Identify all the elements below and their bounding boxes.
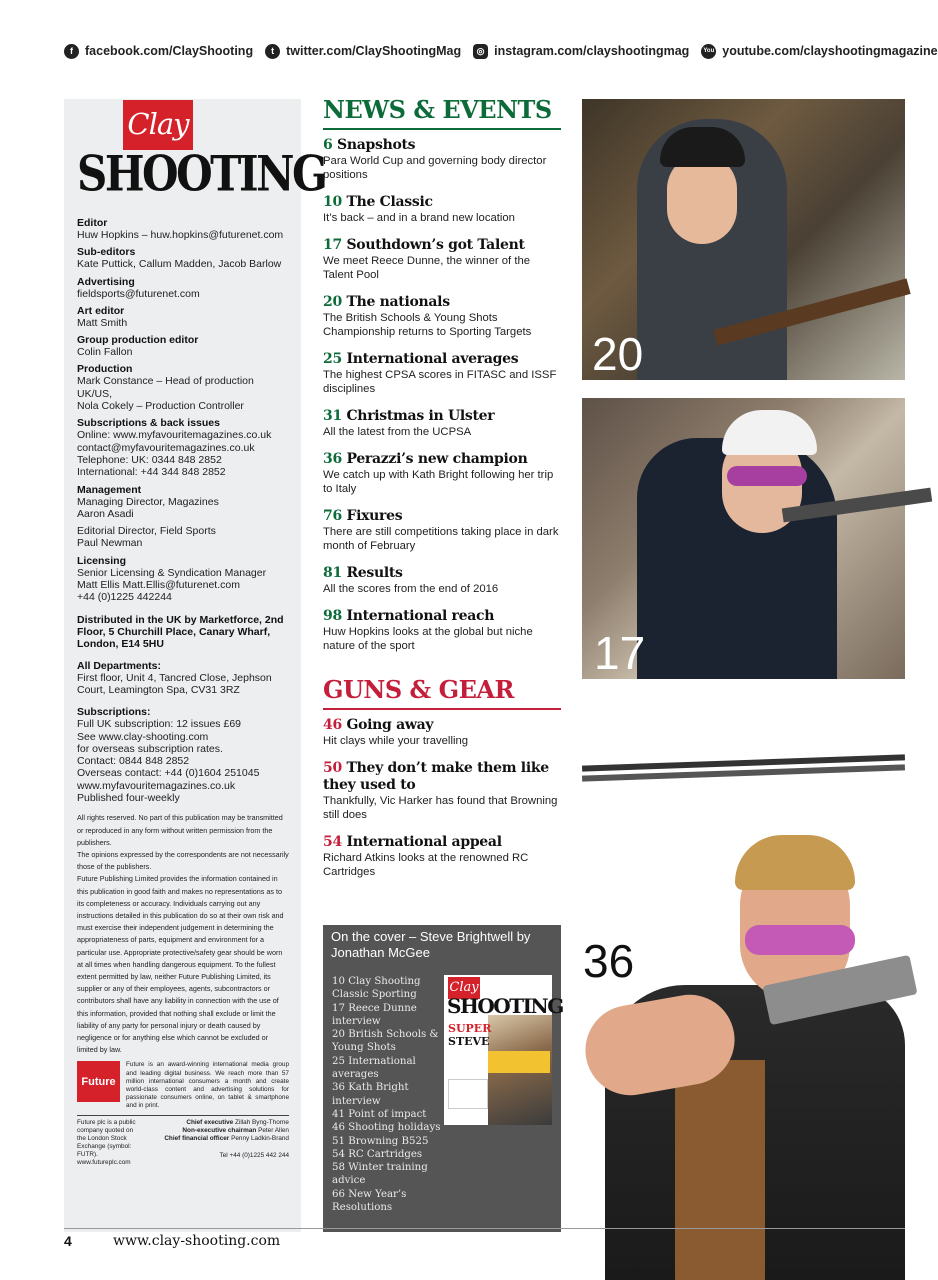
contents-item-title: [323, 608, 561, 625]
contents-title-text: Snapshots: [337, 137, 416, 153]
credit-text: Telephone: UK: 0344 848 2852: [77, 453, 222, 466]
cover-line: 66 New Year’s Resolutions: [332, 1188, 407, 1214]
contents-item[interactable]: [323, 608, 561, 653]
credit-text: Online: www.myfavouritemagazines.co.uk: [77, 429, 272, 442]
contents-title-text: Fixures: [346, 508, 403, 524]
contents-item[interactable]: [323, 237, 561, 282]
photo-vest: [675, 1060, 765, 1280]
cover-headline-steve: STEVE: [448, 1035, 490, 1048]
contents-item-title: [323, 408, 561, 425]
page-number: 4: [64, 1233, 72, 1249]
facebook-icon: f: [64, 44, 79, 59]
executives: Chief executive Zillah Byng-Thorne Non-executive chairman Peter Allen Chief financial officer Penny Ladkin-Brand Tel +44 (0)1225 442 244: [164, 1118, 289, 1159]
news-list: [323, 137, 561, 653]
contents-title-text: They don’t make them like they used to: [323, 760, 549, 793]
credit-heading: Production: [77, 363, 133, 376]
photo-cap: [722, 410, 817, 455]
contents-item-description: It’s back – and in a brand new location: [323, 212, 515, 224]
contents-title-text: Southdown’s got Talent: [346, 237, 525, 253]
cover-logo-shooting: SHOOTING: [447, 994, 563, 1018]
credit-block: [77, 217, 289, 241]
credit-block: [77, 525, 289, 550]
credit-text: Managing Director, Magazines: [77, 495, 219, 508]
contents-item-title: [323, 760, 561, 794]
legal-paragraph: All rights reserved. No part of this publication may be transmitted or reproduced in any form without written permission from the publishers.: [77, 813, 283, 847]
photo-page-number: 17: [594, 627, 646, 679]
credit-text: Contact: 0844 848 2852: [77, 755, 190, 768]
credit-block: [77, 555, 289, 604]
credit-heading: Subscriptions:: [77, 706, 151, 719]
contents-item[interactable]: [323, 834, 561, 879]
youtube-link[interactable]: youtube.com/clayshootingmagazine: [722, 44, 938, 58]
credit-block: [77, 417, 289, 478]
contents-title-text: The nationals: [346, 294, 450, 310]
credit-block: [77, 660, 289, 697]
contents-item[interactable]: [323, 294, 561, 339]
contents-item-title: [323, 294, 561, 311]
credit-heading: Subscriptions & back issues: [77, 417, 220, 430]
contents-item[interactable]: [323, 408, 561, 439]
twitter-link[interactable]: twitter.com/ClayShootingMag: [286, 44, 462, 58]
contents-item-title: [323, 834, 561, 851]
contents-item-title: [323, 137, 561, 154]
photo-hair: [735, 835, 855, 890]
credit-text: fieldsports@futurenet.com: [77, 287, 200, 300]
contents-item-title: [323, 237, 561, 254]
credit-block: [77, 276, 289, 300]
cover-line: 20 British Schools & Young Shots: [332, 1029, 439, 1054]
cover-tag: [488, 1051, 550, 1073]
cover-info-box: [323, 925, 561, 1232]
contents-page-number: 98: [323, 608, 342, 624]
credit-text: First floor, Unit 4, Tancred Close, Jephson Court, Leamington Spa, CV31 3RZ: [77, 671, 272, 696]
credit-heading: Advertising: [77, 275, 135, 288]
photo-young-shooter: [582, 99, 905, 380]
credit-heading: Art editor: [77, 304, 125, 317]
credit-text: Matt Ellis Matt.Ellis@futurenet.com: [77, 579, 240, 592]
contents-item[interactable]: [323, 137, 561, 182]
credit-heading: Group production editor: [77, 334, 199, 347]
contents-item-description: All the scores from the end of 2016: [323, 583, 499, 595]
credit-text: Paul Newman: [77, 537, 143, 550]
cover-line: 41 Point of impact: [332, 1108, 427, 1120]
contents-item[interactable]: [323, 351, 561, 396]
contents-page-number: 25: [323, 351, 342, 367]
credit-heading: Management: [77, 483, 142, 496]
contents-item-description: Huw Hopkins looks at the global but niche nature of the sport: [323, 626, 533, 652]
credit-text: +44 (0)1225 442244: [77, 591, 172, 604]
instagram-link[interactable]: instagram.com/clayshootingmag: [494, 44, 690, 58]
contents-page-number: 36: [323, 451, 342, 467]
credit-heading: Licensing: [77, 554, 127, 567]
cover-title: On the cover – Steve Brightwell by Jonathan McGee: [331, 929, 531, 960]
contents-page-number: 31: [323, 408, 342, 424]
logo-clay: Clay: [123, 100, 193, 150]
contents-item-title: [323, 717, 561, 734]
contents-item[interactable]: [323, 717, 561, 748]
photo-glasses: [727, 466, 807, 486]
contents-item-description: We catch up with Kath Bright following her trip to Italy: [323, 469, 554, 495]
cover-line: 51 Browning B525: [332, 1135, 429, 1147]
contents-page-number: 50: [323, 760, 342, 776]
divider: [77, 1115, 289, 1116]
contents-item-title: [323, 351, 561, 368]
logo-shooting: SHOOTING: [77, 145, 326, 202]
credit-text: See www.clay-shooting.com: [77, 730, 209, 743]
photo-talent-shooter: [582, 398, 905, 679]
contents-page-number: 81: [323, 565, 342, 581]
credit-block: [77, 334, 289, 358]
guns-list: [323, 717, 561, 879]
credit-text: for overseas subscription rates.: [77, 742, 223, 755]
credit-block: [77, 246, 289, 270]
contents-title-text: Perazzi’s new champion: [346, 451, 528, 467]
credit-text: Overseas contact: +44 (0)1604 251045: [77, 767, 260, 780]
photo-page-number: 36: [583, 935, 635, 987]
credit-text: Matt Smith: [77, 316, 128, 329]
footer-url[interactable]: www.clay-shooting.com: [113, 1233, 281, 1249]
credit-heading: All Departments:: [77, 659, 162, 672]
credit-heading: Sub-editors: [77, 246, 136, 259]
contents-item-description: All the latest from the UCPSA: [323, 426, 472, 438]
contents-page-number: 54: [323, 834, 342, 850]
cover-line: 54 RC Cartridges: [332, 1148, 423, 1160]
company-info: [77, 1119, 289, 1167]
contents-page-number: 20: [323, 294, 342, 310]
contents-page-number: 76: [323, 508, 342, 524]
contents-title-text: Going away: [346, 717, 434, 733]
contents-item[interactable]: [323, 194, 561, 225]
credit-block: [77, 706, 289, 804]
credit-text: Senior Licensing & Syndication Manager: [77, 566, 267, 579]
youtube-icon: You: [701, 44, 716, 59]
photo-page-number: 20: [592, 328, 644, 380]
contents-item-description: Hit clays while your travelling: [323, 735, 469, 747]
contents-item[interactable]: [323, 508, 561, 553]
future-description: Future is an award-winning international media group and leading digital business. We reach more than 57 million international consumers a month and create world-class content and advertising solutions for passionate consumers online, on tablet & smartphone and in print.: [126, 1061, 289, 1110]
gun-barrel-image: [582, 750, 905, 790]
contents-page-number: 10: [323, 194, 342, 210]
contents-page-number: 46: [323, 717, 342, 733]
contents-item-description: We meet Reece Dunne, the winner of the Talent Pool: [323, 255, 531, 281]
credit-heading: Distributed in the UK by Marketforce, 2nd Floor, 5 Churchill Place, Canary Wharf, London, E14 5HU: [77, 613, 284, 650]
instagram-icon: ◎: [473, 44, 488, 59]
credit-text: Mark Constance – Head of production UK/US,: [77, 375, 254, 400]
contents-item[interactable]: [323, 565, 561, 596]
credit-text: Huw Hopkins – huw.hopkins@futurenet.com: [77, 229, 284, 241]
legal-notice: [77, 812, 289, 1056]
contents-item[interactable]: [323, 451, 561, 496]
cover-line: 36 Kath Bright interview: [332, 1082, 409, 1107]
credit-heading: Editor: [77, 217, 108, 229]
news-section-title: NEWS & EVENTS: [323, 95, 561, 130]
contents-item-title: [323, 194, 561, 211]
guns-section-title: GUNS & GEAR: [323, 675, 561, 710]
plc-info: Future plc is a public company quoted on the London Stock Exchange (symbol: FUTR). www.futureplc.com: [77, 1118, 136, 1166]
contents-item-description: Para World Cup and governing body director positions: [323, 155, 547, 181]
cover-line: 25 International averages: [332, 1055, 416, 1081]
contents-column: [323, 95, 561, 891]
twitter-icon: t: [265, 44, 280, 59]
contents-title-text: International appeal: [346, 834, 502, 850]
contents-title-text: Christmas in Ulster: [346, 408, 495, 424]
contents-item-title: [323, 508, 561, 525]
cover-logo-clay: Clay: [448, 977, 480, 999]
credit-text: contact@myfavouritemagazines.co.uk: [77, 441, 255, 454]
contents-title-text: International averages: [346, 351, 519, 367]
cover-headline-super: SUPER: [448, 1022, 492, 1035]
credit-text: Colin Fallon: [77, 346, 133, 359]
future-block: [77, 1061, 289, 1110]
photo-face: [667, 154, 737, 244]
contents-page-number: 17: [323, 237, 342, 253]
credit-text: Aaron Asadi: [77, 507, 134, 520]
cover-line: 58 Winter training advice: [332, 1162, 428, 1187]
legal-paragraph: The opinions expressed by the correspondents are not necessarily those of the publishers.: [77, 849, 289, 872]
credits-panel: [64, 99, 326, 1232]
contents-title-text: The Classic: [346, 194, 433, 210]
contents-item-description: Thankfully, Vic Harker has found that Browning still does: [323, 795, 558, 821]
contents-item-title: [323, 451, 561, 468]
credit-block: [77, 614, 289, 650]
magazine-logo: [77, 99, 326, 217]
cover-lines: [332, 975, 452, 1214]
cover-line: 17 Reece Dunne interview: [332, 1002, 417, 1027]
cover-line: 46 Shooting holidays: [332, 1122, 441, 1134]
credit-text: www.myfavouritemagazines.co.uk: [77, 779, 236, 792]
photo-glasses: [745, 925, 855, 955]
footer-rule: [64, 1228, 905, 1229]
credit-block: [77, 305, 289, 329]
credits-list: [77, 217, 289, 804]
credit-text: Nola Cokely – Production Controller: [77, 400, 244, 413]
cover-line: 10 Clay Shooting Classic Sporting: [332, 976, 421, 1001]
credit-text: Kate Puttick, Callum Madden, Jacob Barlow: [77, 258, 282, 271]
credit-text: International: +44 344 848 2852: [77, 466, 226, 479]
legal-paragraph: Future Publishing Limited provides the information contained in this publication in good faith and makes no representations as to its completeness or accuracy. Individuals carrying out any instructions detailed in this publication do so at their own risk and must exercise their independent judgement in determining the appropriateness of parts, equipment and environment for a particular use. Appropriate protective/safety gear should be worn at all times when handling dangerous equipment. To the fullest extent permitted by law, neither Future Publishing Limited, its supplier or any of their employees, agents, subcontractors or contributors shall have any liability in connection with the use of this information, provided that nothing shall exclude or limit the liability of any party for personal injury or death caused by negligence or for anything else which cannot be excluded or limited by law.: [77, 874, 284, 1055]
contents-item-description: Richard Atkins looks at the renowned RC Cartridges: [323, 852, 529, 878]
future-logo: Future: [77, 1061, 120, 1102]
credit-text: Editorial Director, Field Sports: [77, 525, 216, 538]
credit-block: [77, 484, 289, 521]
facebook-link[interactable]: facebook.com/ClayShooting: [85, 44, 254, 58]
contents-item-description: The highest CPSA scores in FITASC and ISSF disciplines: [323, 369, 557, 395]
contents-title-text: International reach: [346, 608, 495, 624]
contents-item-description: The British Schools & Young Shots Championship returns to Sporting Targets: [323, 312, 532, 338]
credit-text: Published four-weekly: [77, 792, 180, 805]
photo-kath-bright: [565, 830, 905, 1280]
cover-thumbnail[interactable]: [444, 975, 563, 1125]
contents-item-title: [323, 565, 561, 582]
contents-title-text: Results: [346, 565, 403, 581]
cover-tag-2: [448, 1079, 488, 1109]
credit-text: Full UK subscription: 12 issues £69: [77, 718, 241, 731]
contents-item[interactable]: [323, 760, 561, 822]
contents-item-description: There are still competitions taking place in dark month of February: [323, 526, 559, 552]
credit-block: [77, 363, 289, 412]
social-bar: [64, 40, 938, 62]
contents-page-number: 6: [323, 137, 333, 153]
